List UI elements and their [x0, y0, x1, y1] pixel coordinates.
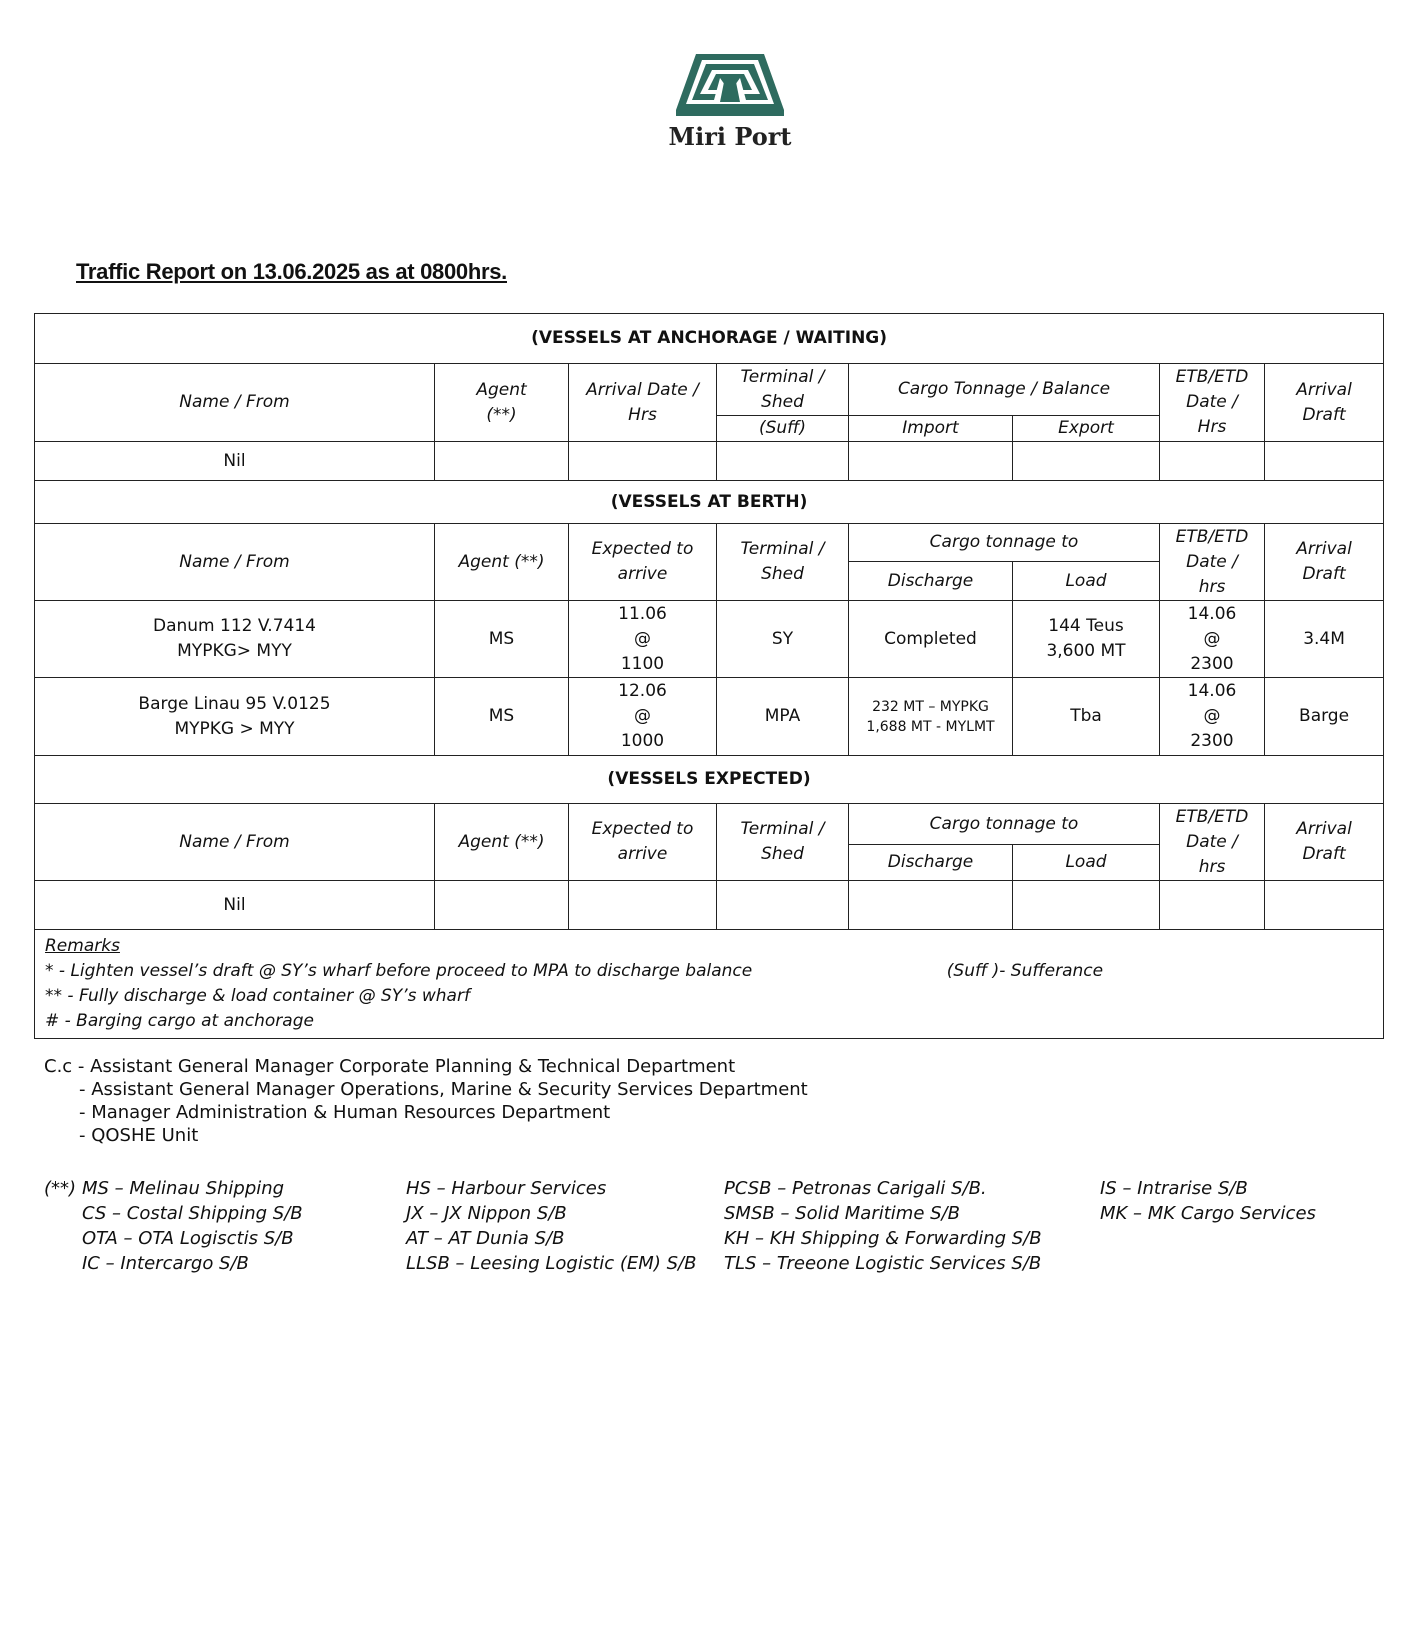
header-draft	[1265, 524, 1384, 601]
empty-cell	[717, 442, 849, 481]
port-emblem-icon	[674, 52, 786, 120]
agent-column	[82, 1176, 303, 1276]
table-row	[35, 881, 1384, 930]
etb-at: @	[1203, 706, 1221, 726]
header-name-from: Name / From	[35, 524, 435, 601]
header-load: Load	[1013, 845, 1160, 881]
header-etb-line: Date /	[1186, 551, 1238, 572]
arrival-time: 1000	[620, 731, 665, 751]
etb-time: 2300	[1190, 653, 1234, 674]
agent-entry: IC – Intercargo S/B	[82, 1253, 249, 1274]
empty-cell	[569, 881, 717, 930]
empty-cell	[1013, 442, 1160, 481]
etb-at: @	[1203, 628, 1221, 649]
cc-line: - Manager Administration & Human Resources Department	[79, 1102, 611, 1123]
header-etb-line: hrs	[1198, 856, 1226, 877]
empty-cell	[435, 442, 569, 481]
vessel-name-line: Barge Linau 95 V.0125	[138, 693, 331, 714]
vessel-agent: MS	[435, 678, 569, 756]
discharge-line: 232 MT – MYPKG	[872, 698, 989, 715]
agent-entry: MS – Melinau Shipping	[82, 1178, 285, 1199]
header-discharge: Discharge	[849, 562, 1013, 601]
cc-line: - QOSHE Unit	[79, 1125, 199, 1146]
arrival-time: 1100	[620, 653, 665, 674]
agent-entry: CS – Costal Shipping S/B	[82, 1203, 303, 1224]
vessel-draft: 3.4M	[1265, 601, 1384, 678]
vessel-load	[1013, 601, 1160, 678]
header-name-from: Name / From	[35, 364, 435, 442]
header-cargo: Cargo tonnage to	[849, 524, 1160, 562]
header-etb	[1160, 524, 1265, 601]
vessel-etb	[1160, 601, 1265, 678]
header-agent-line: Agent	[476, 379, 527, 400]
arrival-at: @	[634, 706, 651, 726]
header-etb-line: hrs	[1198, 576, 1226, 597]
empty-cell	[1160, 442, 1265, 481]
header-terminal-line: Shed	[761, 844, 804, 864]
header-cargo: Cargo Tonnage / Balance	[849, 364, 1160, 416]
header-agent	[435, 364, 569, 442]
agent-entry: OTA – OTA Logisctis S/B	[82, 1228, 294, 1249]
header-expected-line: arrive	[617, 564, 668, 584]
header-agent-line: (**)	[486, 404, 517, 425]
agent-entry: IS – Intrarise S/B	[1100, 1178, 1248, 1199]
header-draft	[1265, 804, 1384, 881]
header-terminal-line: Terminal /	[740, 366, 825, 387]
vessel-terminal: MPA	[717, 678, 849, 756]
header-terminal-line: Terminal /	[740, 819, 825, 839]
agent-column	[724, 1176, 1042, 1276]
agent-entry: SMSB – Solid Maritime S/B	[724, 1203, 960, 1224]
agent-entry: PCSB – Petronas Carigali S/B.	[724, 1178, 987, 1199]
agent-column	[1100, 1176, 1316, 1226]
empty-cell	[1013, 881, 1160, 930]
table-row	[35, 678, 1384, 756]
header-draft-line: Draft	[1302, 404, 1346, 425]
etb-date: 14.06	[1187, 603, 1237, 624]
remark-row	[45, 959, 1373, 984]
vessel-terminal: SY	[717, 601, 849, 678]
header-suff: (Suff)	[717, 416, 849, 442]
vessel-name-line: Danum 112 V.7414	[153, 616, 316, 636]
header-etb-line: ETB/ETD	[1175, 367, 1249, 387]
remark-line: * - Lighten vessel’s draft @ SY’s wharf before proceed to MPA to discharge balance	[45, 961, 753, 981]
arrival-at: @	[634, 628, 651, 649]
vessel-name: Nil	[35, 881, 435, 930]
header-expected-line: Expected to	[591, 539, 694, 559]
miri-port-logo	[660, 52, 800, 162]
header-expected-line: arrive	[617, 844, 668, 864]
empty-cell	[849, 442, 1013, 481]
remark-line: ** - Fully discharge & load container @ SY’s wharf	[45, 986, 470, 1006]
vessel-name: Nil	[35, 442, 435, 481]
agent-legend-label: (**)	[44, 1178, 77, 1199]
header-import: Import	[849, 416, 1013, 442]
vessel-discharge	[849, 678, 1013, 756]
header-draft-line: Arrival	[1296, 539, 1352, 559]
empty-cell	[435, 881, 569, 930]
agent-entry: TLS – Treeone Logistic Services S/B	[724, 1253, 1042, 1274]
agent-entry: MK – MK Cargo Services	[1100, 1203, 1316, 1224]
header-draft	[1265, 364, 1384, 442]
header-arrival	[569, 364, 717, 442]
header-agent: Agent (**)	[435, 804, 569, 881]
empty-cell	[849, 881, 1013, 930]
agent-legend	[44, 1176, 1384, 1276]
cc-list	[44, 1055, 808, 1147]
discharge-line: 1,688 MT - MYLMT	[866, 718, 995, 735]
header-etb-line: ETB/ETD	[1175, 526, 1249, 547]
agent-entry: LLSB – Leesing Logistic (EM) S/B	[406, 1253, 697, 1274]
etb-time: 2300	[1190, 731, 1234, 751]
header-expected	[569, 524, 717, 601]
logo-text: Miri Port	[668, 122, 792, 151]
page-title: Traffic Report on 13.06.2025 as at 0800hrs.	[76, 259, 507, 284]
vessel-name	[35, 678, 435, 756]
header-arrival-line: Arrival Date /	[586, 379, 699, 400]
header-etb	[1160, 804, 1265, 881]
traffic-report-table	[34, 313, 1384, 1039]
vessel-route-line: MYPKG> MYY	[177, 641, 292, 661]
remarks-title: Remarks	[45, 936, 120, 956]
header-terminal-line: Shed	[761, 391, 804, 412]
header-etb-line: Date /	[1186, 392, 1238, 412]
header-cargo: Cargo tonnage to	[849, 804, 1160, 845]
header-etb-line: Hrs	[1197, 417, 1227, 437]
load-line: 144 Teus	[1048, 616, 1124, 636]
header-etb-line: ETB/ETD	[1175, 806, 1249, 827]
vessel-load: Tba	[1013, 678, 1160, 756]
arrival-date: 11.06	[618, 603, 667, 624]
header-terminal-line: Terminal /	[740, 539, 825, 559]
cc-line: - Assistant General Manager Operations, Marine & Security Services Department	[79, 1079, 808, 1100]
header-draft-line: Draft	[1302, 844, 1346, 864]
header-load: Load	[1013, 562, 1160, 601]
empty-cell	[1265, 881, 1384, 930]
anchorage-heading: (VESSELS AT ANCHORAGE / WAITING)	[35, 314, 1384, 364]
cc-line: C.c - Assistant General Manager Corporate Planning & Technical Department	[44, 1056, 736, 1077]
empty-cell	[569, 442, 717, 481]
header-arrival-line: Hrs	[628, 404, 657, 425]
header-name-from: Name / From	[35, 804, 435, 881]
arrival-date: 12.06	[618, 681, 667, 701]
header-draft-line: Draft	[1302, 564, 1346, 584]
remarks-section	[35, 930, 1384, 1039]
load-line: 3,600 MT	[1046, 641, 1126, 661]
vessel-arrival	[569, 601, 717, 678]
header-export: Export	[1013, 416, 1160, 442]
header-terminal	[717, 804, 849, 881]
table-row	[35, 601, 1384, 678]
header-etb-line: Date /	[1186, 831, 1238, 852]
header-terminal-line: Shed	[761, 564, 804, 584]
agent-column	[406, 1176, 696, 1276]
agent-entry: KH – KH Shipping & Forwarding S/B	[724, 1228, 1042, 1249]
header-terminal	[717, 364, 849, 416]
vessel-etb	[1160, 678, 1265, 756]
vessel-agent: MS	[435, 601, 569, 678]
vessel-draft: Barge	[1265, 678, 1384, 756]
vessel-arrival	[569, 678, 717, 756]
agent-entry: JX – JX Nippon S/B	[406, 1203, 567, 1224]
agent-entry: AT – AT Dunia S/B	[406, 1228, 565, 1249]
empty-cell	[717, 881, 849, 930]
header-draft-line: Arrival	[1296, 379, 1352, 400]
empty-cell	[1265, 442, 1384, 481]
vessel-name	[35, 601, 435, 678]
agent-entry: HS – Harbour Services	[406, 1178, 607, 1199]
table-row	[35, 442, 1384, 481]
remark-line: # - Barging cargo at anchorage	[45, 1011, 314, 1031]
sufferance-note: (Suff )- Sufferance	[946, 961, 1104, 981]
header-draft-line: Arrival	[1296, 819, 1352, 839]
header-expected-line: Expected to	[591, 819, 694, 839]
header-expected	[569, 804, 717, 881]
header-agent: Agent (**)	[435, 524, 569, 601]
vessel-discharge: Completed	[849, 601, 1013, 678]
berth-heading: (VESSELS AT BERTH)	[35, 481, 1384, 524]
header-terminal	[717, 524, 849, 601]
header-discharge: Discharge	[849, 845, 1013, 881]
etb-date: 14.06	[1187, 681, 1237, 701]
empty-cell	[1160, 881, 1265, 930]
expected-heading: (VESSELS EXPECTED)	[35, 756, 1384, 804]
header-etb	[1160, 364, 1265, 442]
vessel-route-line: MYPKG > MYY	[174, 718, 295, 739]
